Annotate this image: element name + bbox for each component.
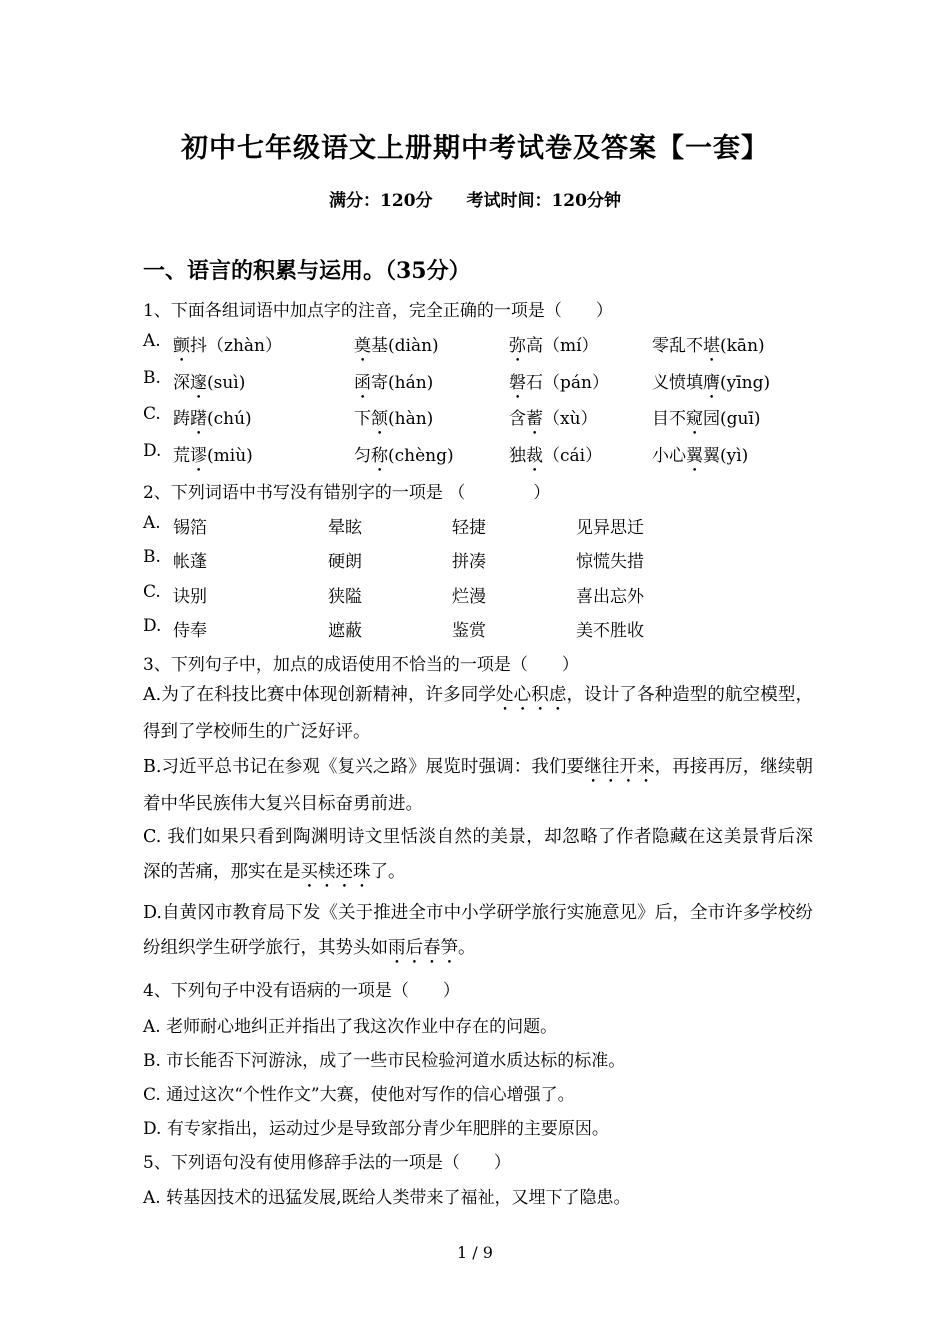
- q1-word: 零乱不堪(kān): [652, 336, 765, 356]
- q1-word: 颤抖（zhàn）: [173, 336, 282, 356]
- q1-word: 含蓄（xù）: [509, 409, 598, 429]
- q2-word: 晕眩: [328, 518, 362, 538]
- q2-word: 喜出忘外: [576, 587, 644, 607]
- q1-word: 弥高（mí）: [509, 336, 599, 356]
- q2-word: 遮蔽: [328, 621, 362, 641]
- q1-word: 义愤填膺(yīng): [652, 373, 771, 393]
- q2-word: 帐蓬: [173, 552, 207, 572]
- q2-word: 美不胜收: [576, 621, 644, 641]
- q2-word: 狭隘: [328, 587, 362, 607]
- q1-word: 荒谬(miù): [173, 446, 253, 466]
- exam-meta: [0, 186, 950, 211]
- full-score: 满分：120分: [329, 191, 433, 211]
- q3-option-d: D.自黄冈市教育局下发《关于推进全市中小学研学旅行实施意见》后，全市许多学校纷纷组织学生研学旅行，其势头如雨后春笋。: [143, 903, 813, 958]
- q1-word: 奠基(diàn): [354, 336, 439, 356]
- q2-word: 硬朗: [328, 552, 362, 572]
- option-label: C.: [143, 582, 161, 602]
- q1-word: 下颔(hàn): [354, 409, 434, 429]
- q4-option-a: A. 老师耐心地纠正并指出了我这次作业中存在的问题。: [143, 1017, 558, 1037]
- q2-word: 鉴赏: [452, 621, 486, 641]
- q3-stem: 3、下列句子中，加点的成语使用不恰当的一项是（ ）: [143, 655, 579, 675]
- page-title: 初中七年级语文上册期中考试卷及答案【一套】: [181, 133, 769, 164]
- q5-stem: 5、下列语句没有使用修辞手法的一项是（ ）: [143, 1153, 511, 1173]
- q4-option-b: B. 市长能否下河游泳，成了一些市民检验河道水质达标的标准。: [143, 1051, 626, 1071]
- q1-word: 独裁（cái）: [509, 446, 603, 466]
- page-number: 1 / 9: [457, 1243, 493, 1262]
- q2-word: 拼凑: [452, 552, 486, 572]
- option-label: A.: [143, 513, 161, 533]
- q2-word: 侍奉: [173, 621, 207, 641]
- option-label: B.: [143, 368, 161, 388]
- exam-time: 考试时间：120分钟: [466, 191, 621, 211]
- q2-stem: 2、下列词语中书写没有错别字的一项是 （ ）: [143, 483, 551, 503]
- q2-word: 烂漫: [452, 587, 486, 607]
- q3-option-b: B.习近平总书记在参观《复兴之路》展览时强调：我们要继往开来，再接再厉，继续朝着中华民族伟大复兴目标奋勇前进。: [143, 757, 814, 814]
- option-label: D.: [143, 616, 162, 636]
- q3-option-a: A.为了在科技比赛中体现创新精神，许多同学处心积虑，设计了各种造型的航空模型，得到了学校师生的广泛好评。: [143, 685, 814, 742]
- q5-option-a: A. 转基因技术的迅猛发展,既给人类带来了福祉，又埋下了隐患。: [143, 1188, 631, 1208]
- option-label: D.: [143, 441, 162, 461]
- q2-word: 惊慌失措: [576, 552, 644, 572]
- q1-word: 小心翼翼(yì): [652, 446, 749, 466]
- q1-word: 匀称(chèng): [354, 446, 454, 466]
- q4-option-c: C. 通过这次“个性作文”大赛，使他对写作的信心增强了。: [143, 1085, 575, 1105]
- q1-word: 目不窥园(guī): [652, 409, 761, 429]
- option-label: C.: [143, 404, 161, 424]
- q2-word: 诀别: [173, 587, 207, 607]
- q2-word: 锡箔: [173, 518, 207, 538]
- option-label: A.: [143, 331, 161, 351]
- q1-word: 深邃(suì): [173, 373, 246, 393]
- q1-word: 磐石（pán）: [509, 373, 609, 393]
- q1-word: 踌躇(chú): [173, 409, 252, 429]
- q3-option-c: C. 我们如果只看到陶渊明诗文里恬淡自然的美景，却忽略了作者隐藏在这美景背后深深的苦痛，那实在是买椟还珠了。: [143, 827, 813, 882]
- q4-option-d: D. 有专家指出，运动过少是导致部分青少年肥胖的主要原因。: [143, 1119, 609, 1139]
- q1-stem: 1、下面各组词语中加点字的注音，完全正确的一项是（ ）: [143, 301, 613, 321]
- q2-word: 轻捷: [452, 518, 486, 538]
- q2-word: 见异思迁: [576, 518, 644, 538]
- section-heading: 一、语言的积累与运用。（35分）: [143, 258, 471, 284]
- q1-word: 函寄(hán): [354, 373, 434, 393]
- q4-stem: 4、下列句子中没有语病的一项是（ ）: [143, 981, 460, 1001]
- option-label: B.: [143, 547, 161, 567]
